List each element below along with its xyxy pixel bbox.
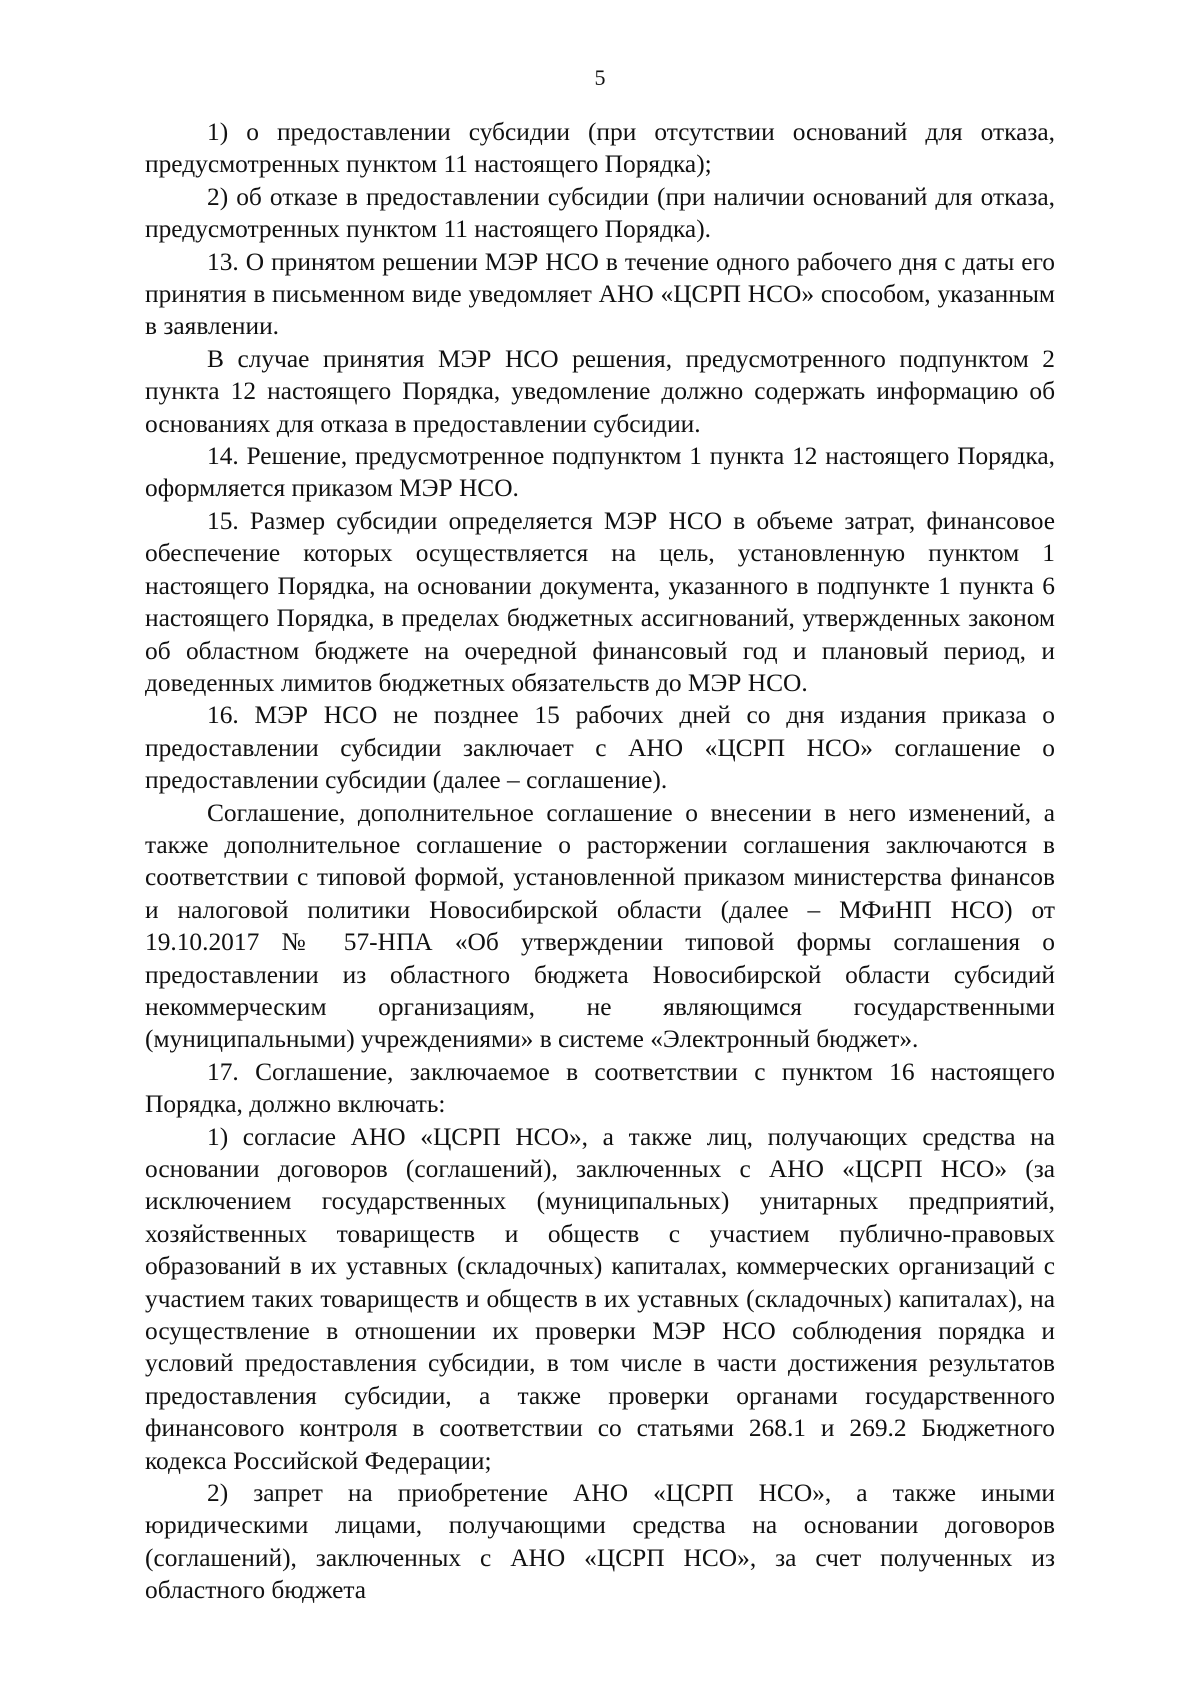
paragraph-item-17-subitem-1: 1) согласие АНО «ЦСРП НСО», а также лиц, получающих средства на основании договоров (соглашений), заключенных с АНО «ЦСРП НСО» (за исключением государственных (муниципальных) унитарных предприятий, хозяйственных товариществ и обществ с участием публично-правовых образований в их уставных (складочных) капиталах, коммерческих организаций с участием таких товариществ и обществ в их уставных (складочных) капиталах), на осуществление в отношении их проверки МЭР НСО соблюдения порядка и условий предоставления субсидии, в том числе в части достижения результатов предоставления субсидии, а также проверки органами государственного финансового контроля в соответствии со статьями 268.1 и 269.2 Бюджетного кодекса Российской Федерации;: [145, 1122, 1055, 1475]
document-body: [145, 116, 1055, 1607]
page-number: 5: [594, 65, 606, 90]
paragraph-item-14: 14. Решение, предусмотренное подпунктом 1 пункта 12 настоящего Порядка, оформляется приказом МЭР НСО.: [145, 442, 1055, 503]
paragraph-item-13-refusal-notice: В случае принятия МЭР НСО решения, предусмотренного подпунктом 2 пункта 12 настоящего Порядка, уведомление должно содержать информацию об основаниях для отказа в предоставлении субсидии.: [145, 344, 1055, 438]
paragraph-subitem-2-refusal: 2) об отказе в предоставлении субсидии (при наличии оснований для отказа, предусмотренных пунктом 11 настоящего Порядка).: [145, 182, 1055, 244]
paragraph-item-16-agreement-form: Соглашение, дополнительное соглашение о внесении в него изменений, а также дополнительное соглашение о расторжении соглашения заключаются в соответствии с типовой формой, установленной приказом министерства финансов и налоговой политики Новосибирской области (далее – МФиНП НСО) от 19.10.2017 № 57-НПА «Об утверждении типовой формы соглашения о предоставлении из областного бюджета Новосибирской области субсидий некоммерческим организациям, не являющимся государственными (муниципальными) учреждениями» в системе «Электронный бюджет».: [145, 798, 1055, 1054]
paragraph-subitem-1-grant: 1) о предоставлении субсидии (при отсутствии оснований для отказа, предусмотренных пунктом 11 настоящего Порядка);: [145, 118, 1055, 179]
paragraph-item-13: 13. О принятом решении МЭР НСО в течение одного рабочего дня с даты его принятия в письменном виде уведомляет АНО «ЦСРП НСО» способом, указанным в заявлении.: [145, 247, 1055, 341]
paragraph-item-17: 17. Соглашение, заключаемое в соответствии с пунктом 16 настоящего Порядка, должно включать:: [145, 1057, 1055, 1119]
paragraph-item-16: 16. МЭР НСО не позднее 15 рабочих дней со дня издания приказа о предоставлении субсидии заключает с АНО «ЦСРП НСО» соглашение о предоставлении субсидии (далее – соглашение).: [145, 701, 1055, 795]
paragraph-item-15: 15. Размер субсидии определяется МЭР НСО в объеме затрат, финансовое обеспечение которых осуществляется на цель, установленную пунктом 1 настоящего Порядка, на основании документа, указанного в подпункте 1 пункта 6 настоящего Порядка, в пределах бюджетных ассигнований, утвержденных законом об областном бюджете на очередной финансовый год и плановый период, и доведенных лимитов бюджетных обязательств до МЭР НСО.: [145, 506, 1055, 697]
paragraph-item-17-subitem-2: 2) запрет на приобретение АНО «ЦСРП НСО», а также иными юридическими лицами, получающими средства на основании договоров (соглашений), заключенных с АНО «ЦСРП НСО», за счет полученных из областного бюджета: [145, 1479, 1055, 1605]
